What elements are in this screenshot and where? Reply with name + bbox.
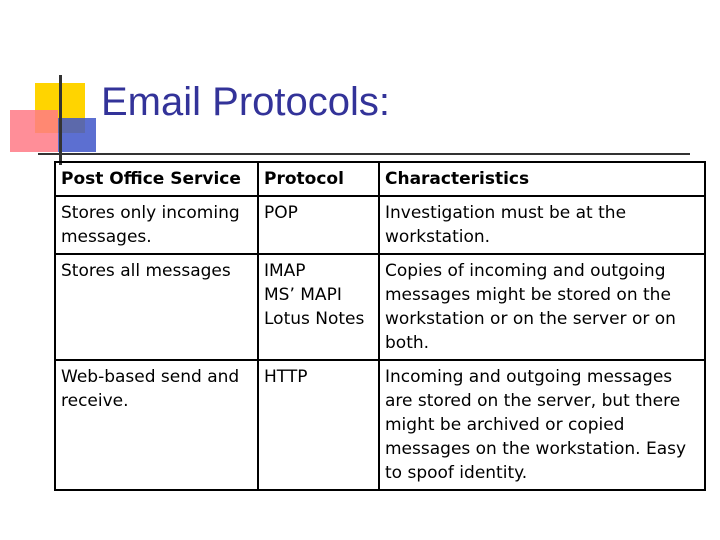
table-header-row [55, 162, 705, 196]
slide-title: Email Protocols: [101, 80, 390, 124]
cell-service: Web-based send and receive. [55, 360, 258, 490]
cell-characteristics: Copies of incoming and outgoing messages might be stored on the workstation or on the server or on both. [379, 254, 705, 360]
cell-protocol [258, 196, 379, 254]
table-row [55, 360, 705, 490]
cell-characteristics: Incoming and outgoing messages are stored on the server, but there might be archived or copied messages on the workstation. Easy to spoof identity. [379, 360, 705, 490]
header-protocol: Protocol [258, 162, 379, 196]
protocol-item: MS’ MAPI [264, 285, 342, 305]
protocol-item: IMAP [264, 261, 306, 281]
decor-red-square [10, 110, 58, 152]
protocol-item: POP [264, 203, 298, 223]
header-characteristics: Characteristics [379, 162, 705, 196]
table-row [55, 196, 705, 254]
cell-protocol [258, 360, 379, 490]
cell-service: Stores only incoming messages. [55, 196, 258, 254]
decor-blue-square [58, 118, 96, 152]
decor-vertical-rule [59, 75, 62, 165]
title-underline [38, 153, 690, 155]
protocol-item: HTTP [264, 367, 308, 387]
protocols-table [54, 161, 706, 491]
cell-characteristics: Investigation must be at the workstation. [379, 196, 705, 254]
header-service: Post Office Service [55, 162, 258, 196]
protocol-item: Lotus Notes [264, 309, 365, 329]
cell-protocol [258, 254, 379, 360]
table-row [55, 254, 705, 360]
cell-service: Stores all messages [55, 254, 258, 360]
